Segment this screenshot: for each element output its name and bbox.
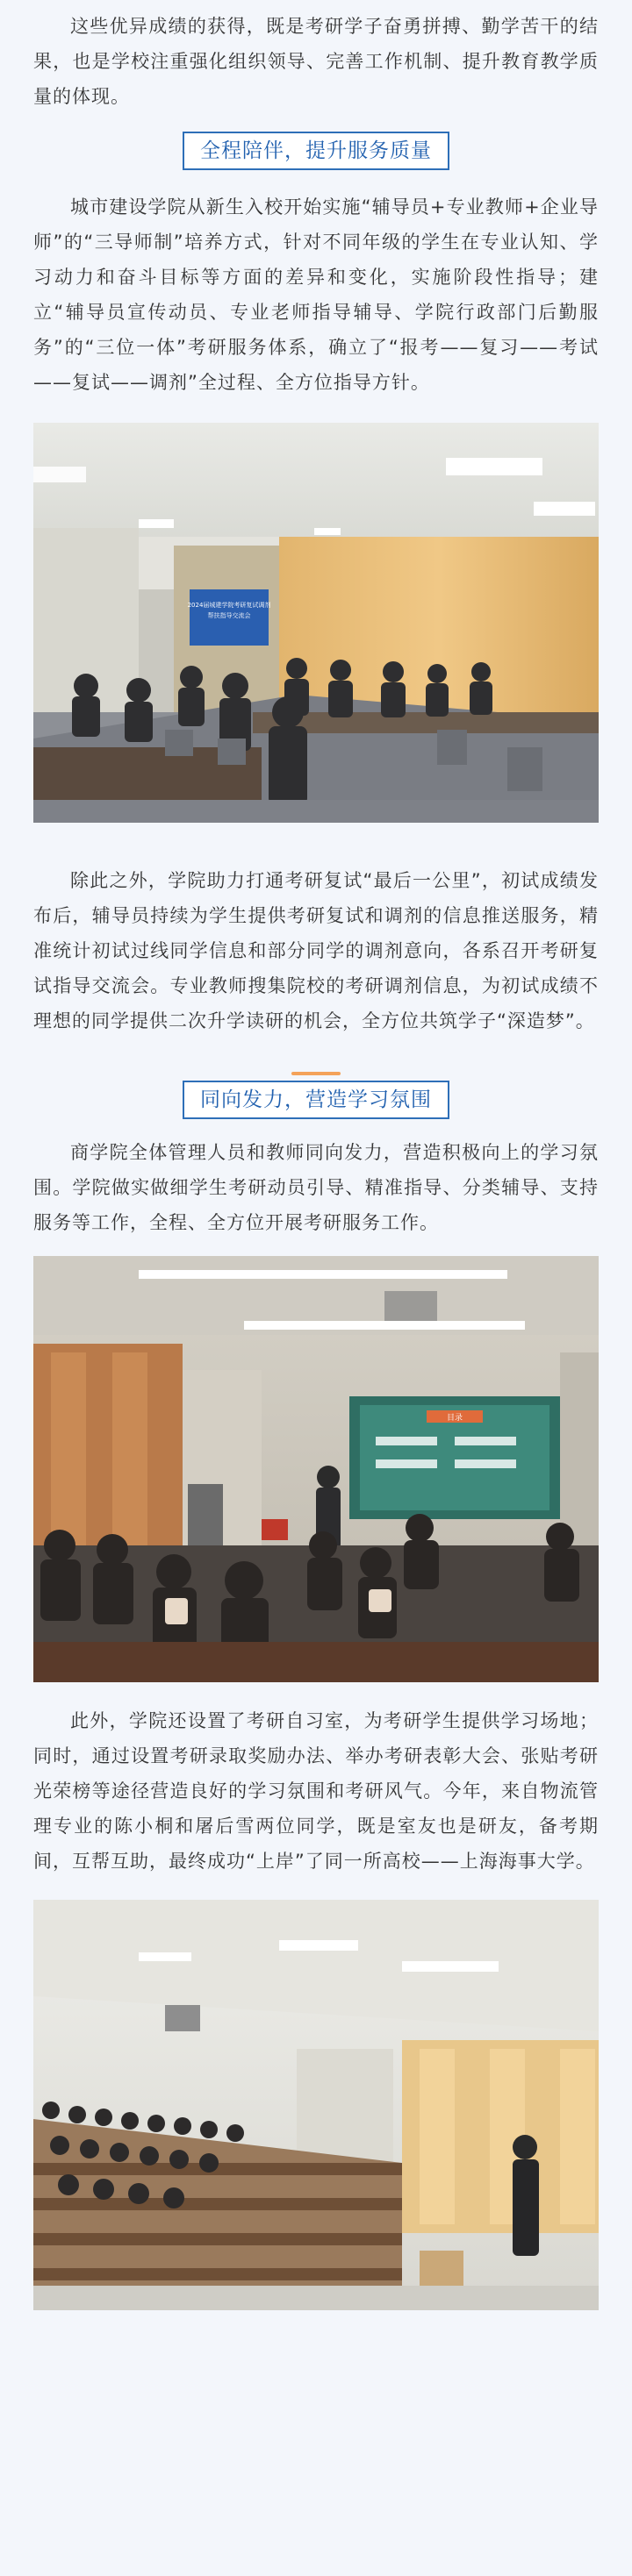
section2-heading (33, 1072, 599, 1119)
section2-paragraph-1: 商学院全体管理人员和教师同向发力，营造积极向上的学习氛围。学院做实做细学生考研动员引导、精准指导、分类辅导、支持服务等工作，全程、全方位开展考研服务工作。 (33, 1142, 599, 1233)
section1-paragraph-1: 城市建设学院从新生入校开始实施“辅导员+专业教师+企业导师”的“三导师制”培养方式，针对不同年级的学生在专业认知、学习动力和奋斗目标等方面的差异和变化，实施阶段性指导；建立“辅导员宣传动员、专业老师指导辅导、学院行政部门后勤服务”的“三位一体”考研服务体系，确立了“报考——复习——考试——复试——调剂”全过程、全方位指导方针。 (33, 196, 599, 393)
intro-paragraph: 这些优异成绩的获得，既是考研学子奋勇拼搏、勤学苦干的结果，也是学校注重强化组织领导、完善工作机制、提升教育教学质量的体现。 (33, 16, 599, 107)
section2-paragraph-2: 此外，学院还设置了考研自习室，为考研学生提供学习场地；同时，通过设置考研录取奖励办法、举办考研表彰大会、张贴考研光荣榜等途径营造良好的学习氛围和考研风气。今年，来自物流管理专业的陈小桐和屠后雪两位同学，既是室友也是研友，备考期间，互帮互助，最终成功“上岸”了同一所高校——上海海事大学。 (33, 1710, 599, 1872)
photo-meeting-room (33, 423, 599, 823)
section2-heading-label: 同向发力，营造学习氛围 (183, 1081, 449, 1119)
section2-accent-bar (291, 1072, 341, 1075)
photo-lecture-hall (33, 1900, 599, 2310)
screen-title: 目录 (446, 1414, 463, 1423)
screen-line-1: 2024届城建学院考研复试调剂 (187, 602, 271, 609)
section1-paragraph-2: 除此之外，学院助力打通考研复试“最后一公里”，初试成绩发布后，辅导员持续为学生提供考研复试和调剂的信息推送服务，精准统计初试过线同学信息和部分同学的调剂意向，各系召开考研复试指导交流会。专业教师搜集院校的考研调剂信息，为初试成绩不理想的同学提供二次升学读研的机会，全方位共筑学子“深造梦”。 (33, 870, 599, 1031)
photo-classroom-presentation (33, 1256, 599, 1682)
section1-heading-label: 全程陪伴，提升服务质量 (183, 132, 449, 170)
screen-line-2: 帮扶指导交流会 (207, 612, 251, 619)
section1-heading (33, 132, 599, 170)
